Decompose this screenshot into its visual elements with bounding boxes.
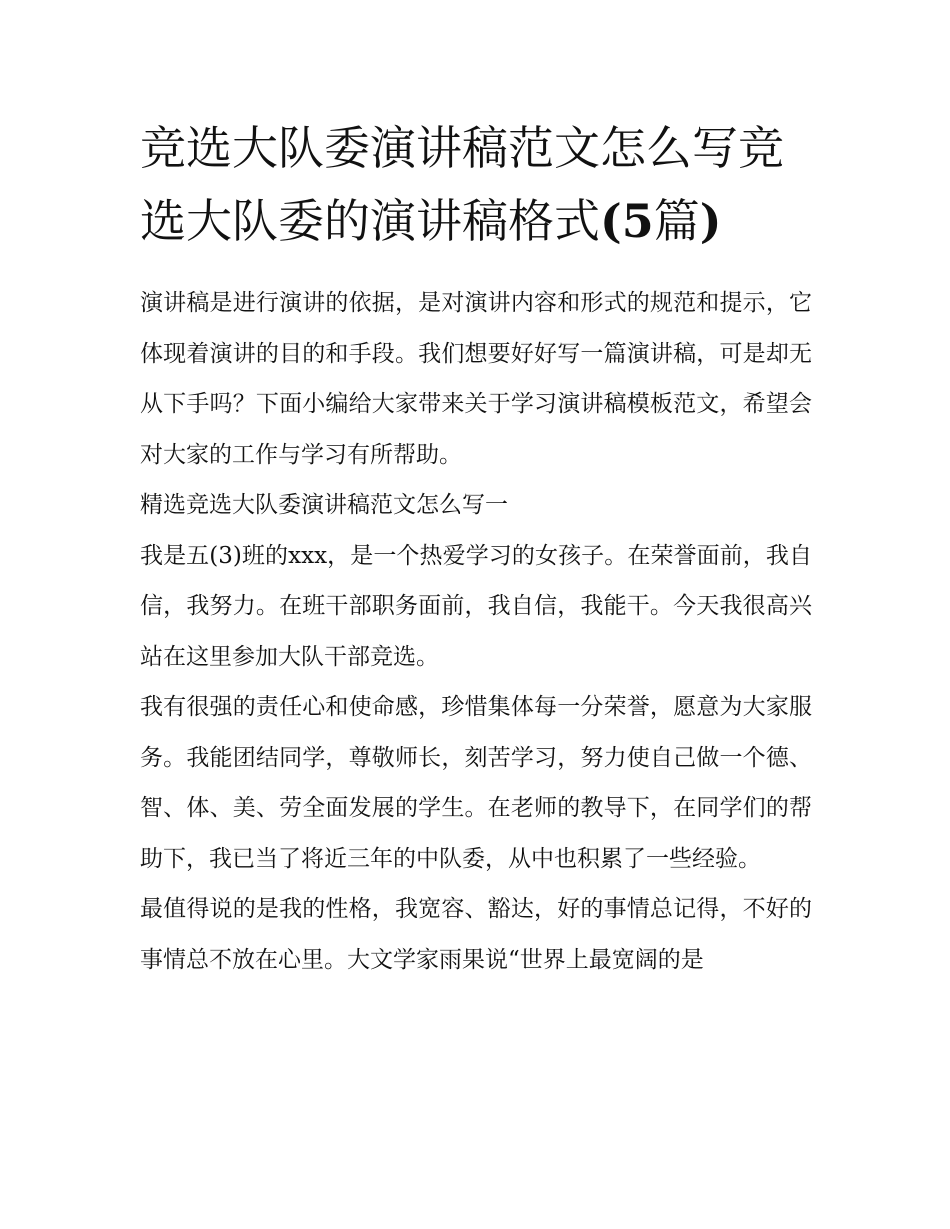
title-suffix: (5 <box>600 194 654 248</box>
body-paragraph: 我有很强的责任心和使命感，珍惜集体每一分荣誉，愿意为大家服务。我能团结同学，尊敬师长，刻苦学习，努力使自己做一个德、智、体、美、劳全面发展的学生。在老师的教导下，在同学们的帮助下，我已当了将近三年的中队委，从中也积累了一些经验。 <box>140 694 812 872</box>
title-tail-cjk: 篇 <box>653 194 700 248</box>
body-paragraph: 我是五(3)班的xxx，是一个热爱学习的女孩子。在荣誉面前，我自信，我努力。在班干部职务面前，我自信，我能干。今天我很高兴站在这里参加大队干部竞选。 <box>140 542 812 670</box>
title-main: 竞选大队委演讲稿范文怎么写竞选大队委的演讲稿格式 <box>140 121 784 248</box>
body-paragraph: 最值得说的是我的性格，我宽容、豁达，好的事情总记得，不好的事情总不放在心里。大文学家雨果说“世界上最宽阔的是 <box>140 896 812 973</box>
document-title <box>140 112 812 258</box>
intro-paragraph: 演讲稿是进行演讲的依据，是对演讲内容和形式的规范和提示，它体现着演讲的目的和手段。我们想要好好写一篇演讲稿，可是却无从下手吗？下面小编给大家带来关于学习演讲稿模板范文，希望会对大家的工作与学习有所帮助。 <box>140 290 812 468</box>
document-body <box>140 112 812 985</box>
title-tail-paren: ) <box>699 194 722 248</box>
section-heading: 精选竞选大队委演讲稿范文怎么写一 <box>140 492 508 518</box>
